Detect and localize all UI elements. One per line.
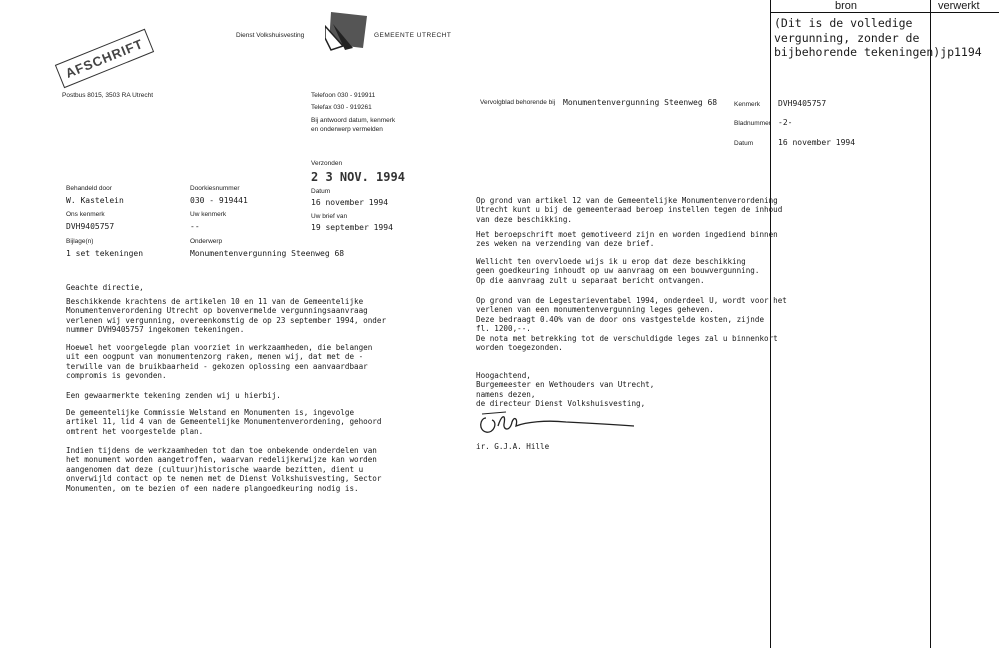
corner-divider — [930, 0, 931, 648]
sender-address: Postbus 8015, 3503 RA Utrecht — [62, 92, 154, 99]
kenmerk-value: DVH9405757 — [778, 99, 827, 108]
afschrift-stamp: AFSCHRIFT — [55, 29, 154, 88]
bladnummer-value: -2- — [778, 118, 793, 127]
vervolg-label: Vervolgblad behorende bij — [480, 99, 556, 106]
ons-kenmerk-value: DVH9405757 — [66, 222, 115, 231]
bijlage-label: Bijlage(n) — [66, 238, 94, 245]
verwerkt-label: verwerkt — [938, 0, 980, 12]
telefoon: Telefoon 030 - 919911 — [311, 92, 376, 99]
corner-table — [770, 0, 1000, 648]
sent-date-stamp: 2 3 NOV. 1994 — [311, 170, 405, 184]
uw-brief-value: 19 september 1994 — [311, 223, 393, 232]
answer-note-1: Bij antwoord datum, kenmerk — [311, 117, 396, 124]
bron-label: bron — [835, 0, 858, 12]
municipal-logo-icon — [325, 8, 370, 52]
corner-note — [774, 16, 982, 60]
note-line-3: bijbehorende tekeningen)jp1194 — [774, 45, 982, 59]
doorkies-value: 030 - 919441 — [190, 196, 248, 205]
dept-name: Dienst Volkshuisvesting — [236, 32, 305, 39]
datum-label: Datum — [311, 188, 331, 195]
ons-kenmerk-label: Ons kenmerk — [66, 211, 105, 218]
right-paragraph-1: Op grond van artikel 12 van de Gemeentelijke Monumentenverordening Utrecht kunt u bij de gemeenteraad beroep instellen tegen de inhoud van deze beschikking. — [476, 196, 783, 224]
left-paragraph-3: Een gewaarmerkte tekening zenden wij u hierbij. — [66, 391, 281, 400]
kenmerk-label: Kenmerk — [734, 101, 761, 108]
signer: ir. G.J.A. Hille — [476, 442, 550, 451]
right-paragraph-3: Wellicht ten overvloede wijs ik u erop dat deze beschikking geen goedkeuring inhoudt op uw aanvraag om een bouwvergunning. Op die aanvraag zult u separaat bericht ontvangen. — [476, 257, 760, 285]
doorkies-label: Doorkiesnummer — [190, 185, 240, 192]
uw-kenmerk-label: Uw kenmerk — [190, 211, 227, 218]
signature-icon — [476, 408, 636, 440]
onderwerp-value: Monumentenvergunning Steenweg 68 — [190, 249, 345, 258]
note-line-2: vergunning, zonder de — [774, 30, 920, 45]
uw-kenmerk-value: -- — [190, 222, 200, 231]
corner-header-line — [770, 12, 999, 13]
closing: Hoogachtend, Burgemeester en Wethouders van Utrecht, namens dezen, de directeur Dienst Volkshuisvesting, — [476, 371, 655, 409]
note-line-1: (Dit is de volledige — [774, 16, 913, 30]
left-paragraph-1: Beschikkende krachtens de artikelen 10 en 11 van de Gemeentelijke Monumentenverordening Utrecht op bovenvermelde vergunningsaanvraag verlenen wij vergunning, overeenkomstig de op 23 september 1994, onder nummer DVH9405757 ingekomen tekeningen. — [66, 297, 387, 335]
telefax: Telefax 030 - 919261 — [311, 104, 372, 111]
left-paragraph-4: De gemeentelijke Commissie Welstand en Monumenten is, ingevolge artikel 11, lid 4 van de Gemeentelijke Monumentenverordening, gehoord omtrent het voorgestelde plan. — [66, 408, 382, 436]
greeting: Geachte directie, — [66, 283, 144, 292]
left-paragraph-5: Indien tijdens de werkzaamheden tot dan toe onbekende onderdelen van het monument worden aangetroffen, waarvan redelijkerwijze kan worden aangenomen dat deze (cultuur)historische waarde bezitten, dient u onverwijld contact op te nemen met de Dienst Volkshuisvesting, Sector Monumenten, om te bezien of een nadere plangoedkeuring nodig is. — [66, 446, 382, 493]
behandeld-label: Behandeld door — [66, 185, 112, 192]
city-name: GEMEENTE UTRECHT — [374, 32, 452, 39]
left-paragraph-2: Hoewel het voorgelegde plan voorziet in werkzaamheden, die belangen uit een oogpunt van monumentenzorg raken, menen wij, dat met de - terwille van de bruikbaarheid - gekozen oplossing een aanvaardbaar compromis is gevonden. — [66, 343, 373, 381]
bijlage-value: 1 set tekeningen — [66, 249, 144, 258]
sent-label: Verzonden — [311, 160, 343, 167]
right-paragraph-4: Op grond van de Legestarieventabel 1994, onderdeel U, wordt voor het verlenen van een monumentenvergunning leges geheven. Deze bedraagt 0.40% van de door ons vastgestelde kosten, zijnde fl. 1200,--. De nota met betrekking tot de verschuldigde leges zal u binnenkort worden toegezonden. — [476, 296, 787, 353]
bladnummer-label: Bladnummer — [734, 120, 771, 127]
behandeld-value: W. Kastelein — [66, 196, 124, 205]
uw-brief-label: Uw brief van — [311, 213, 348, 220]
onderwerp-label: Onderwerp — [190, 238, 223, 245]
right-datum-value: 16 november 1994 — [778, 138, 856, 147]
answer-note-2: en onderwerp vermelden — [311, 126, 383, 133]
vervolg-value: Monumentenvergunning Steenweg 68 — [563, 98, 718, 107]
right-datum-label: Datum — [734, 140, 754, 147]
datum-value: 16 november 1994 — [311, 198, 389, 207]
right-paragraph-2: Het beroepschrift moet gemotiveerd zijn en worden ingediend binnen zes weken na verzending van deze brief. — [476, 230, 778, 249]
